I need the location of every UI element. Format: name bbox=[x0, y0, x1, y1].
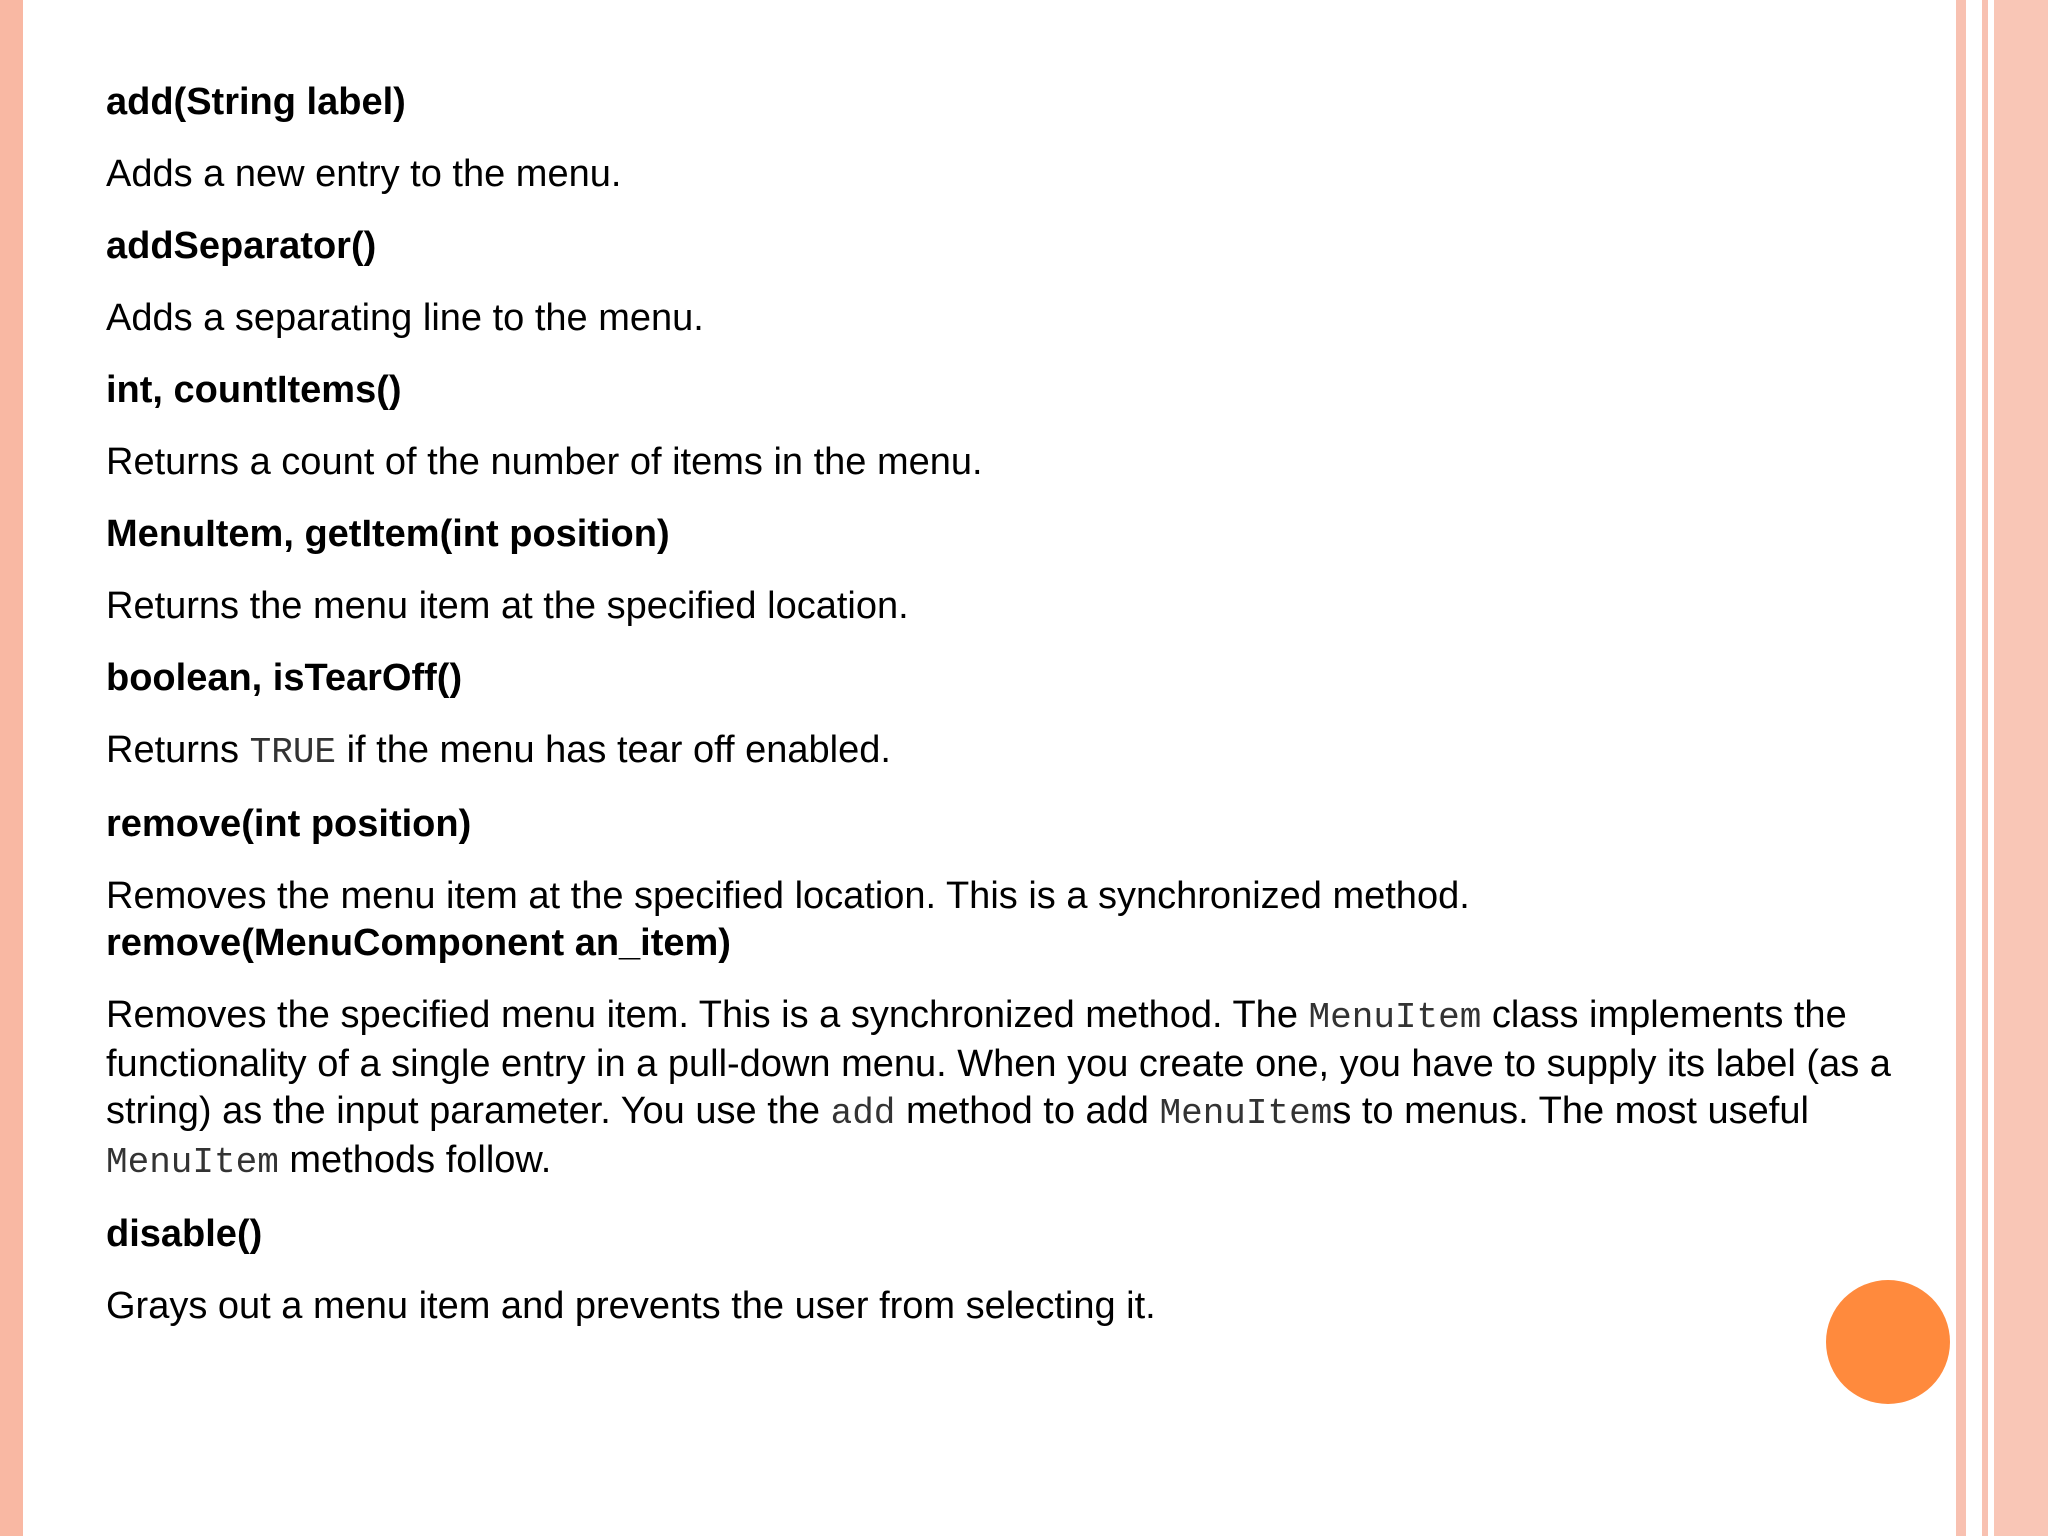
code-literal: add bbox=[830, 1093, 896, 1134]
slide-right-stripe-2 bbox=[1982, 0, 1988, 1536]
method-entry-disable bbox=[106, 1211, 1936, 1330]
code-literal: TRUE bbox=[249, 732, 337, 773]
code-literal: MenuItem bbox=[106, 1142, 279, 1183]
method-heading: remove(int position) bbox=[106, 803, 472, 845]
code-literal: MenuItem bbox=[1308, 997, 1482, 1038]
method-heading: boolean, isTearOff() bbox=[106, 657, 463, 699]
method-description: Grays out a menu item and prevents the user from selecting it. bbox=[106, 1285, 1156, 1327]
method-heading: remove(MenuComponent an_item) bbox=[106, 922, 731, 964]
method-description bbox=[106, 992, 1936, 1186]
desc-text: Returns bbox=[106, 729, 250, 771]
method-heading: addSeparator() bbox=[106, 225, 377, 267]
method-entry-remove-item bbox=[106, 920, 1936, 1186]
method-heading: add(String label) bbox=[106, 81, 406, 123]
desc-text: if the menu has tear off enabled. bbox=[336, 729, 891, 771]
method-heading: disable() bbox=[106, 1213, 263, 1255]
code-literal: MenuItem bbox=[1159, 1093, 1333, 1134]
method-entry-get-item bbox=[106, 511, 1936, 630]
method-entry-add bbox=[106, 79, 1936, 198]
slide-left-border bbox=[0, 0, 23, 1536]
method-description: Adds a separating line to the menu. bbox=[106, 297, 704, 339]
method-entry-count-items bbox=[106, 367, 1936, 486]
decorative-dot bbox=[1826, 1280, 1950, 1404]
slide-content bbox=[106, 79, 1936, 1355]
method-description: Adds a new entry to the menu. bbox=[106, 153, 622, 195]
method-description bbox=[106, 727, 1936, 776]
desc-text: methods follow. bbox=[278, 1139, 552, 1181]
desc-text: s to menus. The most useful bbox=[1332, 1090, 1809, 1132]
method-heading: int, countItems() bbox=[106, 369, 402, 411]
desc-text: class implements the functionality of a single entry in a pull-down menu. When you create one, you have to supply its label (as a string) as the input parameter. You use the bbox=[106, 994, 1891, 1132]
method-entry-add-separator bbox=[106, 223, 1936, 342]
method-description: Removes the menu item at the specified location. This is a synchronized method. bbox=[106, 875, 1470, 917]
method-description: Returns the menu item at the specified location. bbox=[106, 585, 909, 627]
slide-right-stripe-1 bbox=[1956, 0, 1966, 1536]
method-description: Returns a count of the number of items in the menu. bbox=[106, 441, 983, 483]
desc-text: method to add bbox=[895, 1090, 1160, 1132]
method-entry-remove-position bbox=[106, 801, 1936, 920]
desc-text: Removes the specified menu item. This is a synchronized method. The bbox=[106, 994, 1309, 1036]
method-heading: MenuItem, getItem(int position) bbox=[106, 513, 670, 555]
slide-right-stripe-3 bbox=[1994, 0, 2048, 1536]
method-entry-is-tear-off bbox=[106, 655, 1936, 776]
